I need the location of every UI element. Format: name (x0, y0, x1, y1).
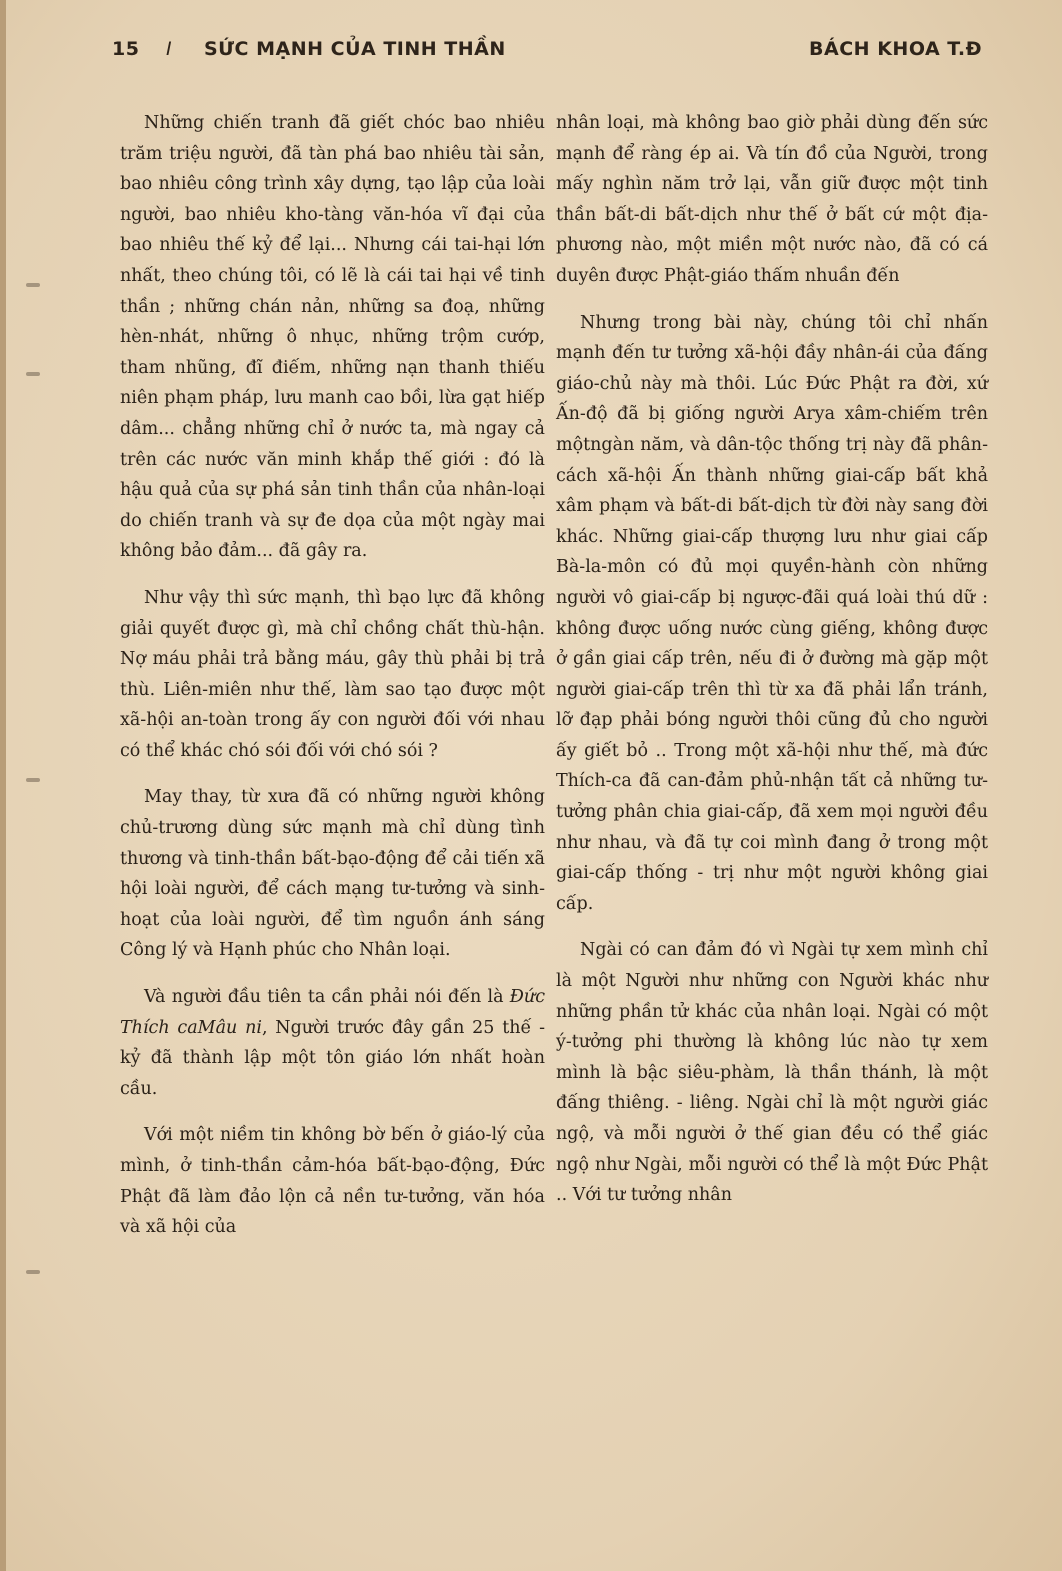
publication-name: BÁCH KHOA T.Đ (809, 38, 982, 60)
founder-paragraph (120, 982, 545, 1104)
paragraph: Ngài có can đảm đó vì Ngài tự xem mình chỉ là một Người như những con Người khác như những phần tử khác của nhân loại. Ngài có một ý-tưởng phi thường là không lúc nào tự xem mình là bậc siêu-phàm, là thần thánh, là một đấng thiêng. - liêng. Ngài chỉ là một người giác ngộ, và mỗi người ở thế gian đều có thể giác ngộ như Ngài, mỗi người có thể là một Đức Phật .. Với tư tưởng nhân (556, 940, 988, 1206)
margin-mark (26, 372, 40, 376)
page-header (112, 38, 982, 68)
founder-name: Đức Thích caMâu ni (120, 987, 545, 1038)
margin-mark (26, 1270, 40, 1274)
paragraph: Nhưng trong bài này, chúng tôi chỉ nhấn mạnh đến tư tưởng xã-hội đầy nhân-ái của đấng giáo-chủ này mà thôi. Lúc Đức Phật ra đời, xứ Ấn-độ đã bị giống người Arya xâm-chiếm trên mộtngàn năm, và dân-tộc thống trị này đã phân-cách xã-hội Ấn thành những giai-cấp bất khả xâm phạm và bất-di bất-dịch từ đời này sang đời khác. Những giai-cấp thượng lưu như giai cấp Bà-la-môn có đủ mọi quyền-hành còn những người vô giai-cấp bị ngược-đãi quá loài thú dữ : không được uống nước cùng giếng, không được ở gần giai cấp trên, nếu đi ở đường mà gặp một người giai-cấp trên thì từ xa đã phải lẩn tránh, lỡ đạp phải bóng người thôi cũng đủ cho người ấy giết bỏ .. Trong một xã-hội như thế, mà đức Thích-ca đã can-đảm phủ-nhận tất cả những tư-tưởng phân chia giai-cấp, đã xem mọi người đều như nhau, và đã tự coi mình đang ở trong một giai-cấp thống - trị như một người không giai cấp. (556, 312, 988, 914)
page-edge (0, 0, 6, 1571)
margin-mark (26, 283, 40, 287)
left-column (120, 108, 545, 1243)
paragraph: Như vậy thì sức mạnh, thì bạo lực đã không giải quyết được gì, mà chỉ chồng chất thù-hận. Nợ máu phải trả bằng máu, gây thù phải bị trả thù. Liên-miên như thế, làm sao tạo được một xã-hội an-toàn trong ấy con người đối với nhau có thể khác chó sói đối với chó sói ? (120, 587, 545, 761)
text-run: , Người trước đây gần 25 thế - kỷ đã thành lập một tôn giáo lớn nhất hoàn cầu. (120, 1017, 545, 1099)
running-title: SỨC MẠNH CỦA TINH THẦN (204, 38, 506, 60)
margin-mark (26, 778, 40, 782)
header-separator: I (166, 38, 173, 60)
text-run: Và người đầu tiên ta cần phải nói đến là (144, 987, 510, 1008)
page-number: 15 (112, 38, 140, 60)
paragraph: May thay, từ xưa đã có những người không chủ-trương dùng sức mạnh mà chỉ dùng tình thương và tinh-thần bất-bạo-động để cải tiến xã hội loài người, để cách mạng tư-tưởng và sinh-hoạt của loài người, để tìm nguồn ánh sáng Công lý và Hạnh phúc cho Nhân loại. (120, 787, 545, 961)
paragraph: Những chiến tranh đã giết chóc bao nhiêu trăm triệu người, đã tàn phá bao nhiêu tài sản, bao nhiêu công trình xây dựng, tạo lập của loài người, bao nhiêu kho-tàng văn-hóa vĩ đại của bao nhiêu thế kỷ để lại... Nhưng cái tai-hại lớn nhất, theo chúng tôi, có lẽ là cái tai hại về tinh thần ; những chán nản, những sa đoạ, những hèn-nhát, những ô nhục, những trộm cướp, tham nhũng, đĩ điếm, những nạn thanh thiếu niên phạm pháp, lưu manh cao bồi, lừa gạt hiếp dâm... chẳng những chỉ ở nước ta, mà ngay cả trên các nước văn minh khắp thế giới : đó là hậu quả của sự phá sản tinh thần của nhân-loại do chiến tranh và sự đe dọa của một ngày mai không bảo đảm... đã gây ra. (120, 113, 545, 562)
right-column (556, 108, 988, 1211)
paragraph-continued: nhân loại, mà không bao giờ phải dùng đến sức mạnh để ràng ép ai. Và tín đồ của Người, trong mấy nghìn năm trở lại, vẫn giữ được một tinh thần bất-di bất-dịch như thế ở bất cứ một địa-phương nào, một miền một nước nào, đã có cá duyên được Phật-giáo thấm nhuần đến (556, 113, 988, 286)
paragraph: Với một niềm tin không bờ bến ở giáo-lý của mình, ở tinh-thần cảm-hóa bất-bạo-động, Đức Phật đã làm đảo lộn cả nền tư-tưởng, văn hóa và xã hội của (120, 1125, 545, 1238)
